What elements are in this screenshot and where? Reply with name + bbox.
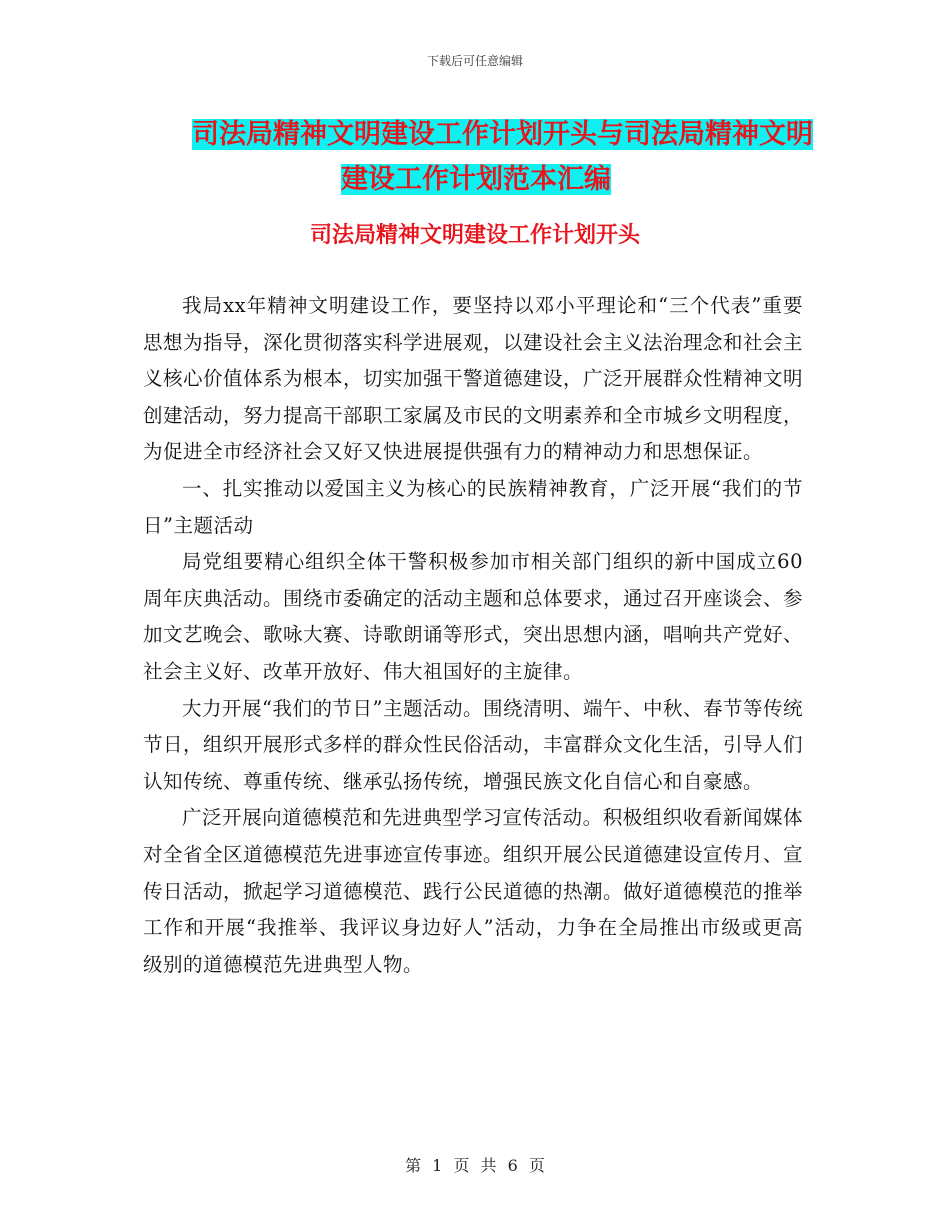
document-title-line-1 [180,112,820,157]
document-title-line-2 [180,157,820,202]
page-number-footer: 第 1 页 共 6 页 [405,1156,545,1175]
section-title: 司法局精神文明建设工作计划开头 [309,223,640,248]
document-title [180,112,820,202]
title-highlight-1: 司法局精神文明建设工作计划开头与司法局精神文明 [192,119,813,150]
page-header-note: 下载后可任意编辑 [426,54,523,68]
paragraph-festivals: 大力开展“我们的节日”主题活动。围绕清明、端午、中秋、春节等传统节日，组织开展形式多样的群众性民俗活动，丰富群众文化生活，引导人们认知传统、尊重传统、继承弘扬传统，增强民族文化自信心和自豪感。 [143,696,804,793]
paragraph-intro: 我局xx年精神文明建设工作，要坚持以邓小平理论和“三个代表”重要思想为指导，深化贯彻落实科学进展观，以建设社会主义法治理念和社会主义核心价值体系为根本，切实加强干警道德建设，广泛开展群众性精神文明创建活动，努力提高干部职工家属及市民的文明素养和全市城乡文明程度，为促进全市经济社会又好又快进展提供强有力的精神动力和思想保证。 [143,294,804,464]
body-text [143,288,803,983]
paragraph-heading-1: 一、扎实推动以爱国主义为核心的民族精神教育，广泛开展“我们的节日”主题活动 [143,476,803,537]
title-highlight-2: 建设工作计划范本汇编 [341,164,611,195]
paragraph-anniversary: 局党组要精心组织全体干警积极参加市相关部门组织的新中国成立60周年庆典活动。围绕市委确定的活动主题和总体要求，通过召开座谈会、参加文艺晚会、歌咏大赛、诗歌朗诵等形式，突出思想内涵，唱响共产党好、社会主义好、改革开放好、伟大祖国好的主旋律。 [143,550,804,683]
paragraph-role-models: 广泛开展向道德模范和先进典型学习宣传活动。积极组织收看新闻媒体对全省全区道德模范先进事迹宣传事迹。组织开展公民道德建设宣传月、宣传日活动，掀起学习道德模范、践行公民道德的热潮。做好道德模范的推举工作和开展“我推举、我评议身边好人”活动，力争在全局推出市级或更高级别的道德模范先进典型人物。 [143,806,804,976]
